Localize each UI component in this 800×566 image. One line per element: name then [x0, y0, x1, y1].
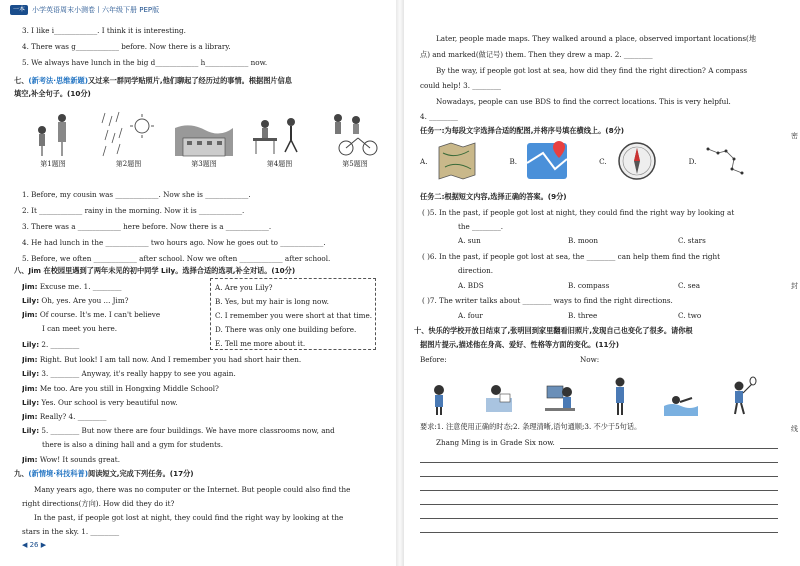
picture-caption: 第2题图: [115, 160, 142, 168]
tall-boy-icon: [603, 376, 637, 416]
dialog-line: there is also a dining hall and a gym for students.: [42, 440, 224, 449]
lunch-park-icon: [251, 108, 309, 158]
question-7: ( )7. The writer talks about ________ ways to find the right directions.: [422, 296, 673, 305]
dialog-line: Jim: Me too. Are you still in Hongxing Middle School?: [22, 384, 219, 393]
question-line: 5. Before, we often ____________ after school. Now we often ____________ after school.: [22, 254, 331, 263]
kids-bike-icon: [326, 108, 384, 158]
dialog-line: I can meet you here.: [42, 324, 118, 333]
header-title: 小学英语周末小测卷丨六年级下册 PEP版: [32, 5, 160, 14]
picture-strip: [24, 108, 384, 170]
question-7-options: A. four B. three C. two: [458, 311, 702, 320]
dialog-line: Lily: 2. ________: [22, 340, 80, 349]
right-page: [400, 0, 800, 566]
passage-line: could help! 3. ________: [420, 81, 502, 90]
question-line: 1. Before, my cousin was ____________. Now she is ____________.: [22, 190, 251, 199]
passage-line: Later, people made maps. They walked around a place, observed important locations(地: [436, 34, 757, 43]
section-9-title: 九、(新情境·科技科普)阅读短文,完成下列任务。(17分): [14, 469, 194, 478]
writing-start: Zhang Ming is in Grade Six now.: [436, 438, 555, 447]
girl-growth-icon: [24, 108, 82, 158]
picture-2: [100, 108, 158, 170]
writing-line[interactable]: [420, 518, 778, 519]
picture-option-d: D.: [689, 139, 749, 183]
dialog-line: Lily: 5. ________ But now there are four buildings. We have more classrooms now, and: [22, 426, 335, 435]
question-line: 2. It ____________ rainy in the morning. Now it is ____________.: [22, 206, 245, 215]
picture-option-c: C.: [599, 139, 659, 183]
picture-caption: 第3题图: [191, 160, 217, 168]
picture-4: [251, 108, 309, 170]
writing-line[interactable]: [560, 448, 778, 449]
dialog-line: Jim: Right. But look! I am tall now. And I remember you had short hair then.: [22, 355, 302, 364]
passage-line: 点) and marked(做记号) them. Then they drew a map. 2. ________: [420, 50, 653, 59]
task-2-title: 任务二:根据短文内容,选择正确的答案。(9分): [420, 192, 567, 201]
passage-line: In the past, if people got lost at night, they could find the right way by looking at the: [34, 513, 344, 522]
dialog-line: Jim: Wow! It sounds great.: [22, 455, 120, 464]
writing-line[interactable]: [420, 476, 778, 477]
question-6-options: A. BDS B. compass C. sea: [458, 281, 701, 290]
fill-line: 4. There was g____________ before. Now there is a library.: [22, 42, 231, 51]
rain-sun-icon: [100, 108, 158, 158]
writing-requirements: 要求:1. 注意使用正确的时态;2. 条理清晰,语句通顺;3. 不少于5句话。: [420, 422, 642, 431]
dialog-line: Jim: Of course. It's me. I can't believe: [22, 310, 161, 319]
section-10-title: 十、快乐的学校开放日结束了,张明回到家里翻看旧照片,发现自己也变化了很多。请你根: [414, 326, 693, 335]
question-line: 3. There was a ____________ here before. Now there is a ____________.: [22, 222, 272, 231]
dialog-line: Lily: 3. ________ Anyway, it's really happy to see you again.: [22, 369, 236, 378]
section-7-title: 七、(新考法·思维新题)又过来一群同学贴照片,他们聊起了经历过的事情。根据图片信息: [14, 76, 292, 85]
section-8-title: 八、Jim 在校园里遇到了两年未见的初中同学 Lily。选择合适的选项,补全对话。(10分): [14, 266, 296, 275]
constellation-icon: [704, 139, 748, 183]
options-box: [210, 278, 376, 350]
swimming-boy-icon: [664, 376, 698, 416]
fill-line: 3. I like i____________. I think it is interesting.: [22, 26, 186, 35]
writing-line[interactable]: [420, 532, 778, 533]
question-6-cont: direction.: [458, 266, 494, 275]
option-a: A. Are you Lily?: [215, 283, 273, 292]
short-boy-icon: [422, 376, 456, 416]
before-label: Before:: [420, 355, 447, 364]
writing-line[interactable]: [420, 462, 778, 463]
fill-line: 5. We always have lunch in the big d____________ h____________ now.: [22, 58, 268, 67]
tennis-boy-icon: [724, 376, 758, 416]
option-c: C. I remember you were short at that time.: [215, 311, 372, 320]
now-label: Now:: [580, 355, 600, 364]
digital-map-icon: [525, 139, 569, 183]
writing-line[interactable]: [420, 490, 778, 491]
computer-boy-icon: [543, 376, 577, 416]
question-line: 4. He had lunch in the ____________ two hours ago. Now he goes out to ____________.: [22, 238, 326, 247]
river-building-icon: [175, 108, 233, 158]
picture-caption: 第5题图: [342, 160, 368, 168]
seal-char: 封: [791, 282, 798, 290]
question-5: ( )5. In the past, if people got lost at night, they could find the right way by looking at: [422, 208, 735, 217]
question-5-options: A. sun B. moon C. stars: [458, 236, 706, 245]
page-header: [10, 4, 159, 16]
seal-char: 密: [791, 132, 798, 140]
section-10-title-cont: 据图片提示,描述他在身高、爱好、性格等方面的变化。(11分): [420, 340, 619, 349]
option-b: B. Yes, but my hair is long now.: [215, 297, 329, 306]
passage-line: stars in the sky. 1. ________: [22, 527, 120, 536]
seal-char: 线: [791, 425, 798, 433]
picture-caption: 第1题图: [40, 160, 66, 168]
section-7-title-cont: 填空,补全句子。(10分): [14, 89, 91, 98]
dialog-line: Lily: Oh, yes. Are you ... Jim?: [22, 296, 129, 305]
picture-options: [420, 138, 780, 184]
question-5-cont: the ________.: [458, 222, 504, 231]
picture-caption: 第4题图: [266, 160, 293, 168]
dialog-line: Lily: Yes. Our school is very beautiful now.: [22, 398, 178, 407]
picture-option-b: B.: [509, 139, 569, 183]
picture-5: [326, 108, 384, 170]
option-d: D. There was only one building before.: [215, 325, 357, 334]
passage-line: right directions(方向). How did they do it?: [22, 499, 175, 508]
passage-line: Nowadays, people can use BDS to find the correct locations. This is very helpful.: [436, 97, 731, 106]
picture-1: [24, 108, 82, 170]
dialog-line: Jim: Excuse me. 1. ________: [22, 282, 122, 291]
passage-line: Many years ago, there was no computer or the Internet. But people could also find the: [34, 485, 351, 494]
compass-icon: [615, 139, 659, 183]
question-6: ( )6. In the past, if people got lost at sea, the ________ can help them find the right: [422, 252, 721, 261]
dialog-line: Jim: Really? 4. ________: [22, 412, 107, 421]
picture-3: [175, 108, 233, 170]
page-number: ◀ 26 ▶: [22, 541, 47, 549]
reading-boy-icon: [482, 376, 516, 416]
writing-line[interactable]: [420, 504, 778, 505]
picture-option-a: A.: [420, 139, 479, 183]
passage-line: By the way, if people got lost at sea, how did they find the right direction? A compass: [436, 66, 748, 75]
paper-map-icon: [435, 139, 479, 183]
task-1-title: 任务一:为每段文字选择合适的配图,并将序号填在横线上。(8分): [420, 126, 625, 135]
brand-logo: 一本: [10, 5, 28, 15]
passage-line: 4. ________: [420, 112, 458, 121]
zhang-ming-pictures: [422, 372, 758, 416]
option-e: E. Tell me more about it.: [215, 339, 306, 348]
